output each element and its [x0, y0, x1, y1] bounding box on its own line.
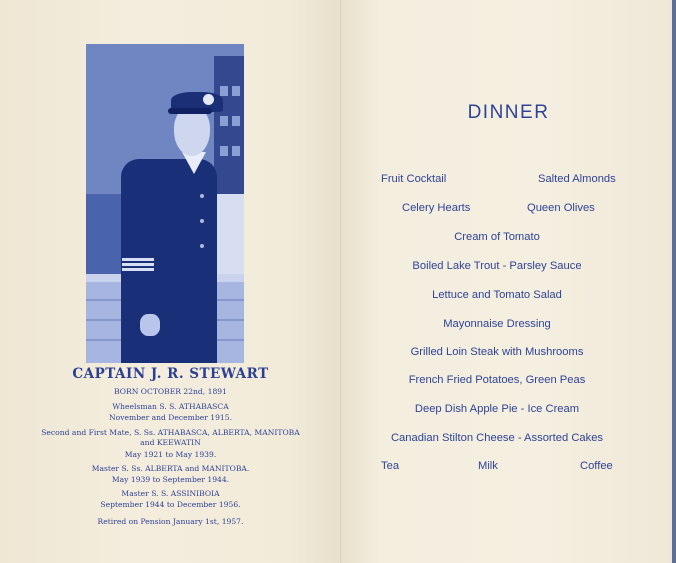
- menu-item: Mayonnaise Dressing: [443, 318, 551, 330]
- drink-coffee: Coffee: [580, 460, 613, 472]
- menu-item: Grilled Loin Steak with Mushrooms: [410, 346, 584, 358]
- menu-item: Deep Dish Apple Pie - Ice Cream: [414, 403, 580, 415]
- captain-photo: [86, 44, 244, 363]
- bio-line: September 1944 to December 1956.: [100, 500, 241, 509]
- bio-line: November and December 1915.: [109, 413, 232, 422]
- dinner-title: DINNER: [467, 102, 550, 123]
- background-edge: [672, 0, 676, 563]
- menu-item-left: Fruit Cocktail: [381, 173, 447, 185]
- bio-line: and KEEWATIN: [140, 438, 201, 447]
- menu-item-right: Salted Almonds: [538, 173, 616, 185]
- bio-line: Master S. S. ASSINIBOIA: [121, 489, 220, 498]
- menu-item: Lettuce and Tomato Salad: [432, 289, 562, 301]
- bio-line: Master S. Ss. ALBERTA and MANITOBA.: [91, 464, 250, 473]
- drink-tea: Tea: [381, 460, 400, 472]
- captain-name: CAPTAIN J. R. STEWART: [72, 366, 269, 382]
- bio-retired: Retired on Pension January 1st, 1957.: [97, 517, 244, 526]
- menu-item-left: Celery Hearts: [402, 202, 471, 214]
- bio-born: BORN OCTOBER 22nd, 1891: [114, 387, 227, 396]
- menu-item: Boiled Lake Trout - Parsley Sauce: [412, 260, 582, 272]
- drink-milk: Milk: [478, 460, 498, 472]
- bio-line: Second and First Mate, S. Ss. ATHABASCA, ALBERTA, MANITOBA: [41, 428, 300, 437]
- bio-line: Wheelsman S. S. ATHABASCA: [112, 402, 229, 411]
- menu-item: Canadian Stilton Cheese - Assorted Cakes: [390, 432, 604, 444]
- menu-item: French Fried Potatoes, Green Peas: [408, 374, 586, 386]
- bio-line: May 1939 to September 1944.: [111, 475, 230, 484]
- right-page: [341, 0, 676, 563]
- menu-item-right: Queen Olives: [527, 202, 595, 214]
- menu-item: Cream of Tomato: [454, 231, 540, 243]
- bio-line: May 1921 to May 1939.: [124, 450, 217, 459]
